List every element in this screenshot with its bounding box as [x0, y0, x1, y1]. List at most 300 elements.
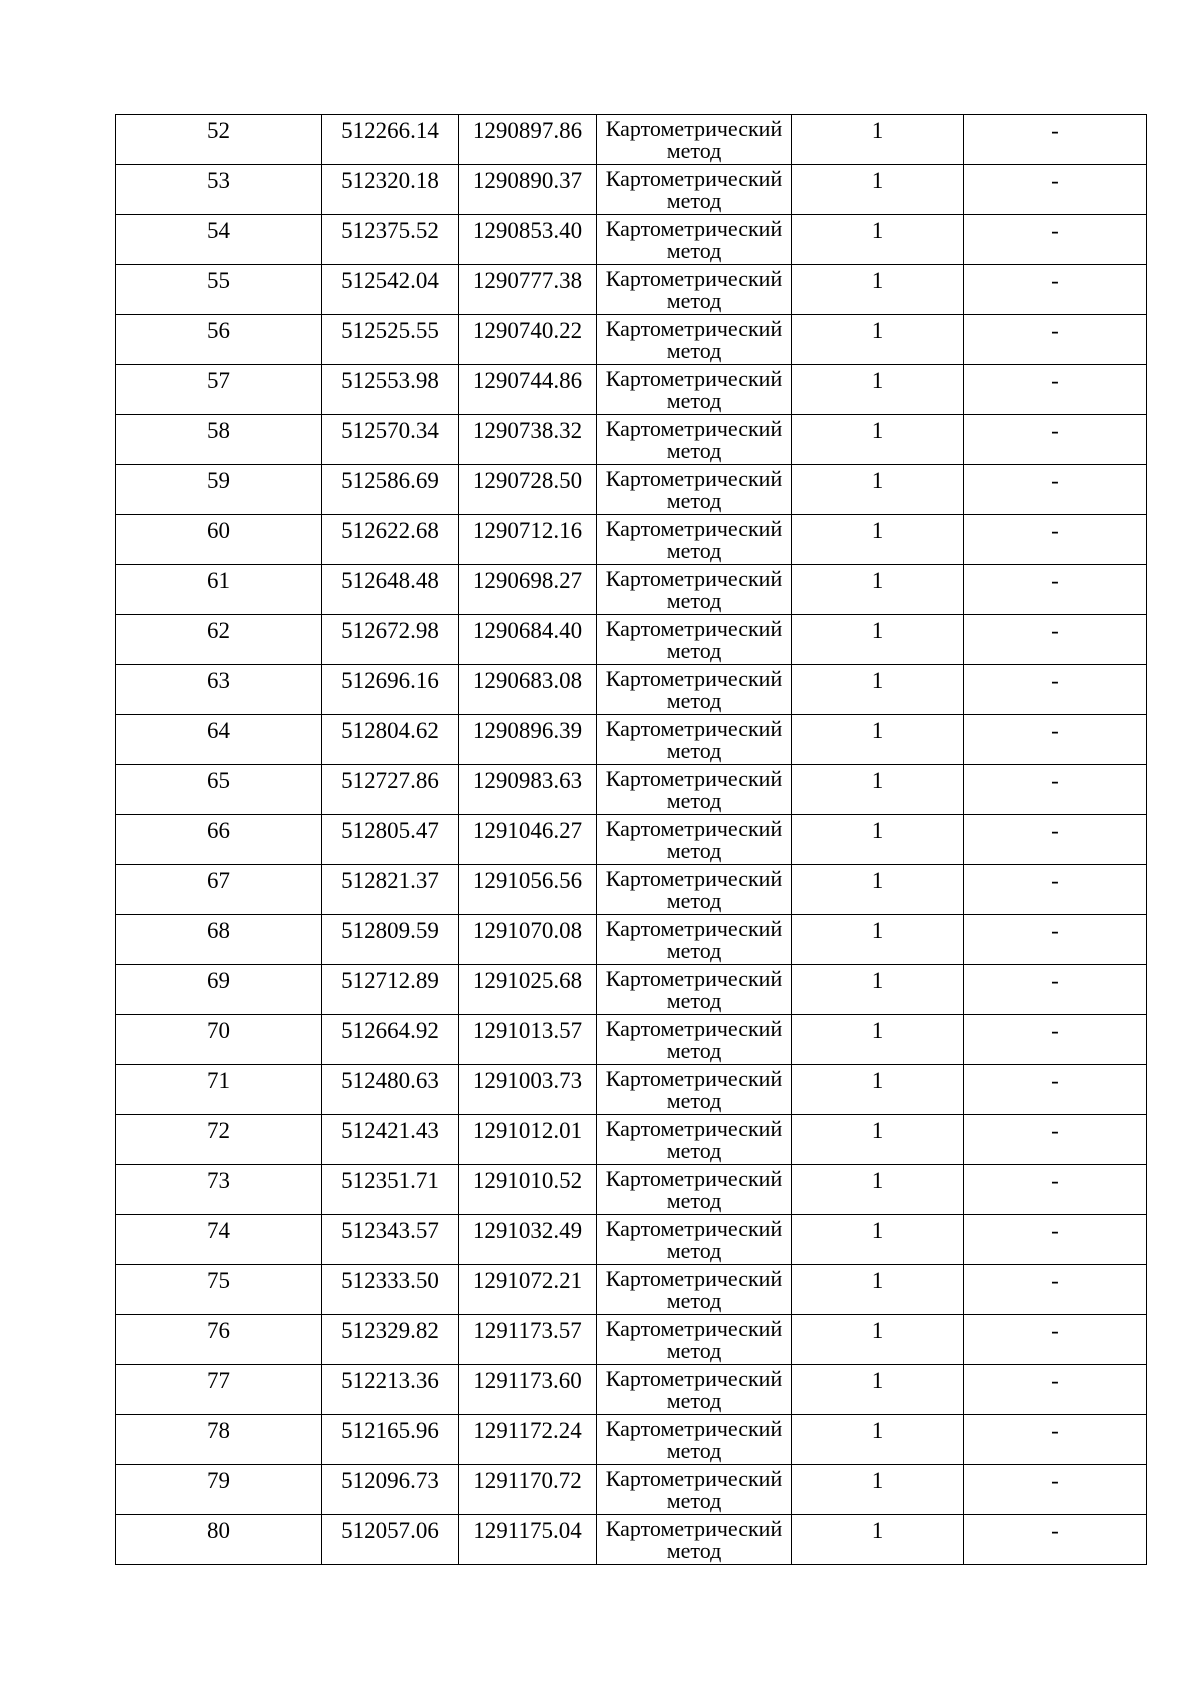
method-line-2: метод	[666, 638, 722, 663]
y-coordinate-cell	[459, 315, 597, 365]
note-value: -	[1051, 1268, 1059, 1293]
x-coordinate-cell	[322, 215, 459, 265]
x-coordinate: 512570.34	[341, 418, 439, 443]
note-cell	[964, 965, 1147, 1015]
accuracy-value: 1	[871, 1368, 884, 1393]
point-number-cell	[116, 715, 322, 765]
point-number-cell	[116, 565, 322, 615]
accuracy-value: 1	[871, 1068, 884, 1093]
note-cell	[964, 265, 1147, 315]
note-cell	[964, 665, 1147, 715]
y-coordinate-cell	[459, 165, 597, 215]
x-coordinate-cell	[322, 1465, 459, 1515]
x-coordinate-cell	[322, 815, 459, 865]
table-row	[116, 615, 1147, 665]
x-coordinate-cell	[322, 1415, 459, 1465]
accuracy-value: 1	[871, 268, 884, 293]
note-value: -	[1051, 468, 1059, 493]
accuracy-cell	[792, 1415, 964, 1465]
x-coordinate: 512622.68	[341, 518, 439, 543]
table-row	[116, 1015, 1147, 1065]
point-number: 54	[207, 218, 230, 243]
x-coordinate-cell	[322, 1065, 459, 1115]
table-row	[116, 1365, 1147, 1415]
y-coordinate: 1290698.27	[472, 568, 583, 593]
y-coordinate-cell	[459, 115, 597, 165]
table-row	[116, 1515, 1147, 1565]
y-coordinate-cell	[459, 365, 597, 415]
x-coordinate: 512343.57	[341, 1218, 439, 1243]
point-number: 77	[207, 1368, 230, 1393]
point-number: 78	[207, 1418, 230, 1443]
point-number-cell	[116, 165, 322, 215]
point-number: 76	[207, 1318, 230, 1343]
y-coordinate: 1290777.38	[472, 268, 583, 293]
accuracy-cell	[792, 1365, 964, 1415]
y-coordinate-cell	[459, 1265, 597, 1315]
point-number: 79	[207, 1468, 230, 1493]
y-coordinate: 1291175.04	[473, 1518, 582, 1543]
point-number: 71	[207, 1068, 230, 1093]
x-coordinate: 512553.98	[341, 368, 439, 393]
note-value: -	[1051, 718, 1059, 743]
point-number-cell	[116, 115, 322, 165]
method-cell	[597, 1515, 792, 1565]
x-coordinate: 512375.52	[341, 218, 439, 243]
method-line-2: метод	[666, 188, 722, 213]
table-row	[116, 165, 1147, 215]
x-coordinate: 512542.04	[341, 268, 439, 293]
x-coordinate-cell	[322, 1015, 459, 1065]
x-coordinate: 512165.96	[341, 1418, 439, 1443]
x-coordinate-cell	[322, 115, 459, 165]
point-number: 70	[207, 1018, 230, 1043]
method-line-1: Картометрический	[605, 266, 783, 291]
method-line-1: Картометрический	[605, 1216, 783, 1241]
method-line-2: метод	[666, 738, 722, 763]
method-cell	[597, 1215, 792, 1265]
point-number-cell	[116, 1515, 322, 1565]
method-line-2: метод	[666, 888, 722, 913]
point-number-cell	[116, 1215, 322, 1265]
note-cell	[964, 515, 1147, 565]
method-line-2: метод	[666, 1288, 722, 1313]
x-coordinate: 512320.18	[341, 168, 439, 193]
y-coordinate-cell	[459, 215, 597, 265]
note-value: -	[1051, 118, 1059, 143]
note-cell	[964, 715, 1147, 765]
note-cell	[964, 1265, 1147, 1315]
y-coordinate-cell	[459, 765, 597, 815]
note-cell	[964, 215, 1147, 265]
x-coordinate-cell	[322, 1165, 459, 1215]
point-number-cell	[116, 665, 322, 715]
method-line-1: Картометрический	[605, 1066, 783, 1091]
x-coordinate-cell	[322, 765, 459, 815]
note-cell	[964, 365, 1147, 415]
x-coordinate: 512351.71	[341, 1168, 439, 1193]
method-line-1: Картометрический	[605, 1466, 783, 1491]
note-cell	[964, 415, 1147, 465]
accuracy-cell	[792, 465, 964, 515]
note-cell	[964, 165, 1147, 215]
method-line-2: метод	[666, 1488, 722, 1513]
method-cell	[597, 665, 792, 715]
accuracy-value: 1	[871, 318, 884, 343]
method-cell	[597, 115, 792, 165]
y-coordinate-cell	[459, 265, 597, 315]
point-number-cell	[116, 1415, 322, 1465]
method-line-2: метод	[666, 588, 722, 613]
y-coordinate-cell	[459, 665, 597, 715]
x-coordinate: 512804.62	[341, 718, 439, 743]
table-row	[116, 1165, 1147, 1215]
accuracy-cell	[792, 515, 964, 565]
accuracy-cell	[792, 365, 964, 415]
point-number: 68	[207, 918, 230, 943]
x-coordinate: 512329.82	[341, 1318, 439, 1343]
x-coordinate-cell	[322, 315, 459, 365]
note-cell	[964, 1515, 1147, 1565]
note-cell	[964, 615, 1147, 665]
note-value: -	[1051, 1018, 1059, 1043]
accuracy-cell	[792, 615, 964, 665]
y-coordinate: 1290890.37	[472, 168, 583, 193]
x-coordinate-cell	[322, 565, 459, 615]
x-coordinate-cell	[322, 1315, 459, 1365]
y-coordinate: 1291056.56	[472, 868, 583, 893]
x-coordinate-cell	[322, 1365, 459, 1415]
y-coordinate-cell	[459, 1015, 597, 1065]
x-coordinate: 512648.48	[341, 568, 439, 593]
table-row	[116, 1265, 1147, 1315]
coordinates-table	[115, 114, 1147, 1565]
point-number: 80	[207, 1518, 230, 1543]
accuracy-value: 1	[871, 1018, 884, 1043]
accuracy-value: 1	[871, 718, 884, 743]
note-value: -	[1051, 968, 1059, 993]
note-cell	[964, 1465, 1147, 1515]
note-value: -	[1051, 368, 1059, 393]
accuracy-cell	[792, 765, 964, 815]
point-number-cell	[116, 315, 322, 365]
method-cell	[597, 1115, 792, 1165]
method-line-1: Картометрический	[605, 116, 783, 141]
x-coordinate: 512096.73	[341, 1468, 439, 1493]
accuracy-cell	[792, 1265, 964, 1315]
method-line-1: Картометрический	[605, 216, 783, 241]
method-line-1: Картометрический	[605, 566, 783, 591]
y-coordinate-cell	[459, 1215, 597, 1265]
note-cell	[964, 1365, 1147, 1415]
method-line-1: Картометрический	[605, 666, 783, 691]
accuracy-value: 1	[871, 368, 884, 393]
table-row	[116, 665, 1147, 715]
note-cell	[964, 1315, 1147, 1365]
table-row	[116, 915, 1147, 965]
note-cell	[964, 1015, 1147, 1065]
accuracy-value: 1	[871, 918, 884, 943]
accuracy-cell	[792, 1065, 964, 1115]
accuracy-cell	[792, 1315, 964, 1365]
point-number-cell	[116, 1265, 322, 1315]
y-coordinate: 1291170.72	[473, 1468, 582, 1493]
table-row	[116, 465, 1147, 515]
note-value: -	[1051, 918, 1059, 943]
method-line-1: Картометрический	[605, 766, 783, 791]
y-coordinate: 1290712.16	[472, 518, 583, 543]
x-coordinate-cell	[322, 365, 459, 415]
y-coordinate-cell	[459, 1365, 597, 1415]
method-line-2: метод	[666, 1338, 722, 1363]
y-coordinate: 1291072.21	[472, 1268, 583, 1293]
x-coordinate: 512805.47	[341, 818, 439, 843]
method-line-2: метод	[666, 938, 722, 963]
note-cell	[964, 1165, 1147, 1215]
note-cell	[964, 815, 1147, 865]
y-coordinate: 1291032.49	[472, 1218, 583, 1243]
table-row	[116, 765, 1147, 815]
accuracy-value: 1	[871, 168, 884, 193]
method-line-2: метод	[666, 1538, 722, 1563]
y-coordinate: 1291013.57	[472, 1018, 583, 1043]
method-line-1: Картометрический	[605, 1516, 783, 1541]
method-line-1: Картометрический	[605, 516, 783, 541]
point-number: 64	[207, 718, 230, 743]
point-number-cell	[116, 465, 322, 515]
accuracy-value: 1	[871, 768, 884, 793]
accuracy-cell	[792, 315, 964, 365]
method-cell	[597, 1165, 792, 1215]
accuracy-value: 1	[871, 118, 884, 143]
note-value: -	[1051, 518, 1059, 543]
note-value: -	[1051, 1068, 1059, 1093]
y-coordinate-cell	[459, 1415, 597, 1465]
y-coordinate: 1291046.27	[472, 818, 583, 843]
method-cell	[597, 865, 792, 915]
y-coordinate: 1290744.86	[472, 368, 583, 393]
accuracy-cell	[792, 965, 964, 1015]
table-row	[116, 265, 1147, 315]
x-coordinate: 512266.14	[341, 118, 439, 143]
method-cell	[597, 765, 792, 815]
note-value: -	[1051, 1468, 1059, 1493]
method-cell	[597, 215, 792, 265]
point-number-cell	[116, 265, 322, 315]
x-coordinate-cell	[322, 615, 459, 665]
accuracy-value: 1	[871, 618, 884, 643]
accuracy-cell	[792, 215, 964, 265]
y-coordinate: 1290738.32	[472, 418, 583, 443]
point-number-cell	[116, 815, 322, 865]
x-coordinate: 512664.92	[341, 1018, 439, 1043]
method-line-2: метод	[666, 138, 722, 163]
x-coordinate-cell	[322, 165, 459, 215]
x-coordinate: 512333.50	[341, 1268, 439, 1293]
note-value: -	[1051, 268, 1059, 293]
method-line-1: Картометрический	[605, 316, 783, 341]
method-line-1: Картометрический	[605, 616, 783, 641]
accuracy-value: 1	[871, 1518, 884, 1543]
point-number-cell	[116, 965, 322, 1015]
point-number-cell	[116, 765, 322, 815]
method-cell	[597, 515, 792, 565]
method-line-2: метод	[666, 838, 722, 863]
coordinates-table-body	[116, 115, 1147, 1565]
accuracy-cell	[792, 1015, 964, 1065]
accuracy-cell	[792, 665, 964, 715]
x-coordinate: 512057.06	[341, 1518, 439, 1543]
y-coordinate: 1290728.50	[472, 468, 583, 493]
y-coordinate: 1290683.08	[472, 668, 583, 693]
method-cell	[597, 1415, 792, 1465]
x-coordinate-cell	[322, 865, 459, 915]
y-coordinate: 1291025.68	[472, 968, 583, 993]
y-coordinate-cell	[459, 515, 597, 565]
x-coordinate: 512696.16	[341, 668, 439, 693]
method-cell	[597, 815, 792, 865]
note-value: -	[1051, 1168, 1059, 1193]
point-number-cell	[116, 365, 322, 415]
method-cell	[597, 365, 792, 415]
accuracy-cell	[792, 1215, 964, 1265]
method-line-2: метод	[666, 788, 722, 813]
table-row	[116, 415, 1147, 465]
note-value: -	[1051, 1418, 1059, 1443]
y-coordinate-cell	[459, 1465, 597, 1515]
x-coordinate-cell	[322, 415, 459, 465]
accuracy-cell	[792, 115, 964, 165]
note-cell	[964, 115, 1147, 165]
x-coordinate-cell	[322, 515, 459, 565]
x-coordinate-cell	[322, 265, 459, 315]
accuracy-cell	[792, 815, 964, 865]
y-coordinate-cell	[459, 615, 597, 665]
point-number: 59	[207, 468, 230, 493]
y-coordinate-cell	[459, 915, 597, 965]
method-line-2: метод	[666, 288, 722, 313]
note-value: -	[1051, 418, 1059, 443]
method-line-2: метод	[666, 388, 722, 413]
note-cell	[964, 1415, 1147, 1465]
y-coordinate: 1290983.63	[472, 768, 583, 793]
method-cell	[597, 565, 792, 615]
method-line-1: Картометрический	[605, 816, 783, 841]
x-coordinate-cell	[322, 1115, 459, 1165]
x-coordinate: 512480.63	[341, 1068, 439, 1093]
x-coordinate-cell	[322, 915, 459, 965]
method-line-2: метод	[666, 338, 722, 363]
method-line-2: метод	[666, 488, 722, 513]
note-value: -	[1051, 168, 1059, 193]
note-value: -	[1051, 1118, 1059, 1143]
point-number-cell	[116, 215, 322, 265]
accuracy-value: 1	[871, 1418, 884, 1443]
table-row	[116, 1415, 1147, 1465]
x-coordinate-cell	[322, 1515, 459, 1565]
table-row	[116, 215, 1147, 265]
y-coordinate: 1291070.08	[472, 918, 583, 943]
note-cell	[964, 1065, 1147, 1115]
accuracy-value: 1	[871, 668, 884, 693]
point-number: 55	[207, 268, 230, 293]
method-line-2: метод	[666, 1038, 722, 1063]
accuracy-value: 1	[871, 418, 884, 443]
table-row	[116, 1315, 1147, 1365]
x-coordinate-cell	[322, 465, 459, 515]
note-value: -	[1051, 668, 1059, 693]
table-row	[116, 115, 1147, 165]
table-row	[116, 515, 1147, 565]
method-line-1: Картометрический	[605, 366, 783, 391]
accuracy-cell	[792, 265, 964, 315]
accuracy-value: 1	[871, 568, 884, 593]
y-coordinate: 1291012.01	[472, 1118, 583, 1143]
x-coordinate: 512727.86	[341, 768, 439, 793]
point-number: 52	[207, 118, 230, 143]
method-line-2: метод	[666, 1088, 722, 1113]
method-cell	[597, 965, 792, 1015]
x-coordinate-cell	[322, 1215, 459, 1265]
note-value: -	[1051, 818, 1059, 843]
table-row	[116, 815, 1147, 865]
note-cell	[964, 565, 1147, 615]
method-line-1: Картометрический	[605, 1016, 783, 1041]
method-cell	[597, 615, 792, 665]
point-number: 61	[207, 568, 230, 593]
point-number: 58	[207, 418, 230, 443]
method-cell	[597, 1465, 792, 1515]
method-line-1: Картометрический	[605, 466, 783, 491]
y-coordinate-cell	[459, 715, 597, 765]
method-line-2: метод	[666, 1188, 722, 1213]
point-number: 72	[207, 1118, 230, 1143]
y-coordinate-cell	[459, 1315, 597, 1365]
method-cell	[597, 1065, 792, 1115]
note-cell	[964, 765, 1147, 815]
method-line-1: Картометрический	[605, 1366, 783, 1391]
x-coordinate: 512421.43	[341, 1118, 439, 1143]
method-line-1: Картометрический	[605, 866, 783, 891]
note-cell	[964, 1215, 1147, 1265]
point-number: 56	[207, 318, 230, 343]
y-coordinate-cell	[459, 1065, 597, 1115]
table-row	[116, 965, 1147, 1015]
note-value: -	[1051, 868, 1059, 893]
accuracy-value: 1	[871, 1468, 884, 1493]
table-row	[116, 1465, 1147, 1515]
method-line-2: метод	[666, 438, 722, 463]
y-coordinate: 1291172.24	[473, 1418, 582, 1443]
method-cell	[597, 265, 792, 315]
x-coordinate-cell	[322, 665, 459, 715]
method-line-1: Картометрический	[605, 1416, 783, 1441]
accuracy-cell	[792, 165, 964, 215]
note-value: -	[1051, 1368, 1059, 1393]
accuracy-cell	[792, 1115, 964, 1165]
y-coordinate-cell	[459, 815, 597, 865]
accuracy-value: 1	[871, 218, 884, 243]
note-value: -	[1051, 318, 1059, 343]
method-line-1: Картометрический	[605, 1166, 783, 1191]
method-line-2: метод	[666, 1138, 722, 1163]
accuracy-value: 1	[871, 1318, 884, 1343]
note-value: -	[1051, 1218, 1059, 1243]
point-number: 67	[207, 868, 230, 893]
note-value: -	[1051, 1518, 1059, 1543]
accuracy-cell	[792, 1515, 964, 1565]
method-cell	[597, 1315, 792, 1365]
